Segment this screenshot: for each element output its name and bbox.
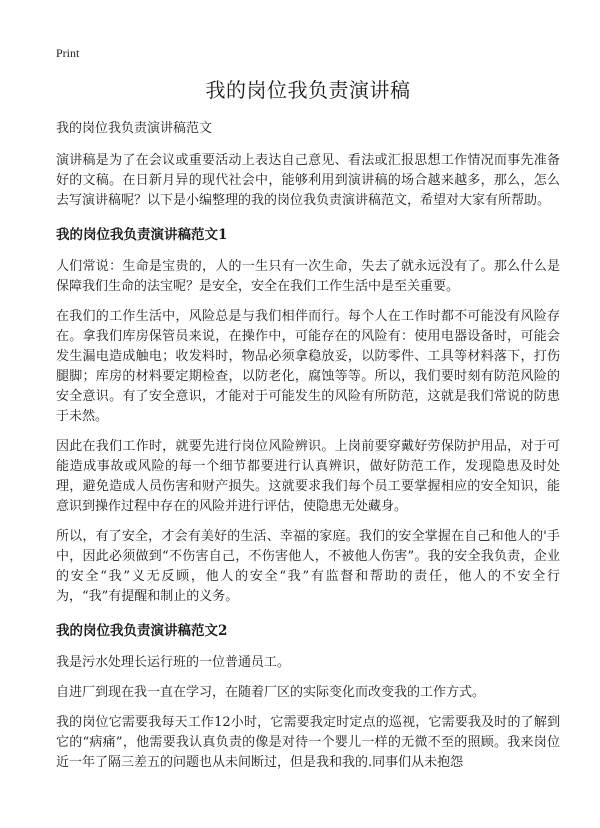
section-heading-1: 我的岗位我负责演讲稿范文1 [56, 227, 228, 243]
section-heading-2: 我的岗位我负责演讲稿范文2 [56, 623, 228, 639]
paragraph: 在我们的工作生活中，风险总是与我们相伴而行。每个人在工作时都不可能没有风险存在。拿我们库房保管员来说，在操作中，可能存在的风险有：使用电器设备时，可能会发生漏电造成触电；收发料时，物品必须拿稳放妥，以防零件、工具等材料落下，打伤腿脚；库房的材料要定期检查，以防老化，腐蚀等等。所以，我们要时刻有防范风险的安全意识。有了安全意识，才能对于可能发生的风险有所防范，这就是我们常说的防患于未然。 [56, 309, 560, 424]
paragraph: 自进厂到现在我一直在学习，在随着厂区的实际变化而改变我的工作方式。 [56, 685, 486, 700]
page-title: 我的岗位我负责演讲稿 [205, 78, 411, 102]
print-link[interactable]: Print [56, 46, 80, 60]
paragraph: 人们常说：生命是宝贵的，人的一生只有一次生命，失去了就永远没有了。那么什么是保障我们生命的法宝呢？是安全，安全在我们工作生活中是至关重要。 [56, 259, 560, 294]
paragraph: 我的岗位它需要我每天工作12小时，它需要我定时定点的巡视，它需要我及时的了解到它的“病痛”，他需要我认真负责的像是对待一个婴儿一样的无微不至的照顾。我来岗位近一年了隔三差五的问题也从未间断过，但是我和我的.同事们从未抱怨 [56, 715, 560, 770]
paragraph: 所以，有了安全，才会有美好的生活、幸福的家庭。我们的安全掌握在自己和他人的'手中，因此必须做到“不伤害自己，不伤害他人，不被他人伤害”。我的安全我负责，企业的安全“我”义无反顾，他人的安全“我”有监督和帮助的责任，他人的不安全行为，“我”有提醒和制止的义务。 [56, 529, 560, 604]
paragraph: 因此在我们工作时，就要先进行岗位风险辨识。上岗前要穿戴好劳保防护用品，对于可能造成事故或风险的每一个细节都要进行认真辨识，做好防范工作，发现隐患及时处理，避免造成人员伤害和财产损失。这就要求我们每个员工要掌握相应的安全知识，能意识到操作过程中存在的风险并进行评估，使隐患无处藏身。 [56, 439, 560, 514]
intro-paragraph: 演讲稿是为了在会议或重要活动上表达自己意见、看法或汇报思想工作情况而事先准备好的文稿。在日新月异的现代社会中，能够利用到演讲稿的场合越来越多，那么，怎么去写演讲稿呢？以下是小编整理的我的岗位我负责演讲稿范文，希望对大家有所帮助。 [56, 153, 560, 208]
intro-label: 我的岗位我负责演讲稿范文 [56, 121, 213, 136]
paragraph: 我是污水处理长运行班的一位普通员工。 [56, 655, 291, 670]
